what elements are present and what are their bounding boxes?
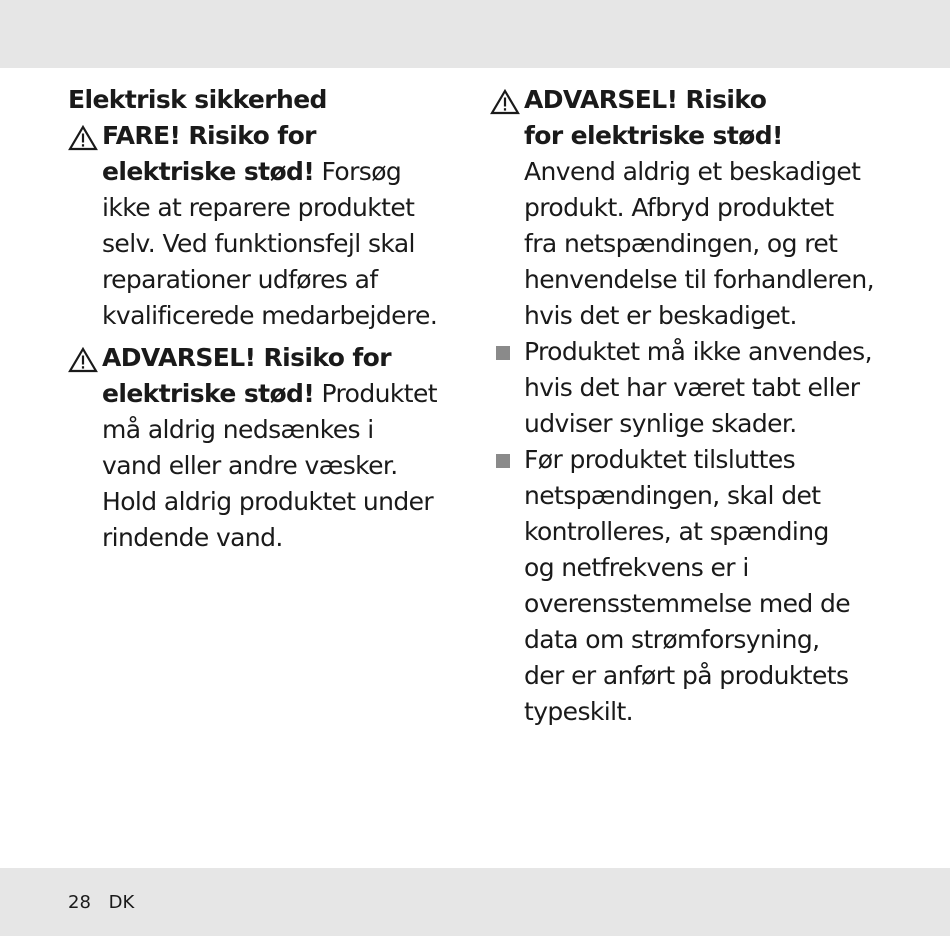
text-line: overensstemmelse med de	[524, 589, 851, 618]
text-line: ikke at reparere produktet	[102, 193, 415, 222]
text-line: Før produktet tilsluttes	[524, 445, 796, 474]
text-line: må aldrig nedsænkes i	[102, 415, 374, 444]
text-line: hvis det er beskadiget.	[524, 301, 797, 330]
text-line: kvalificerede medarbejdere.	[102, 301, 438, 330]
text-line: der er anført på produktets	[524, 661, 849, 690]
text-line: kontrolleres, at spænding	[524, 517, 829, 546]
section-heading: Elektrisk sikkerhed	[68, 85, 327, 114]
text-line: ADVARSEL! Risiko for	[102, 343, 391, 372]
square-bullet-icon	[496, 454, 510, 468]
language-code: DK	[108, 892, 135, 913]
text-line: og netfrekvens er i	[524, 553, 749, 582]
text-line: for elektriske stød!	[524, 121, 783, 150]
warning-block-danger	[68, 118, 458, 334]
text-line: rindende vand.	[102, 523, 283, 552]
text-line: vand eller andre væsker.	[102, 451, 398, 480]
text-line: Hold aldrig produktet under	[102, 487, 434, 516]
bullet-item	[490, 334, 870, 442]
text-line: ADVARSEL! Risiko	[524, 85, 767, 114]
text-line: FARE! Risiko for	[102, 121, 316, 150]
text-line: typeskilt.	[524, 697, 633, 726]
text-line: hvis det har været tabt eller	[524, 373, 860, 402]
text-line: selv. Ved funktionsfejl skal	[102, 229, 415, 258]
text-line: reparationer udføres af	[102, 265, 378, 294]
bullet-item	[490, 442, 870, 730]
text-line: elektriske stød! Forsøg	[102, 157, 402, 186]
text-line: elektriske stød! Produktet	[102, 379, 437, 408]
page-footer	[68, 892, 134, 914]
top-band	[0, 0, 950, 68]
bottom-band	[0, 868, 950, 936]
warning-block-advarsel-right	[490, 82, 874, 334]
text-line: data om strømforsyning,	[524, 625, 820, 654]
text-line: henvendelse til forhandleren,	[524, 265, 874, 294]
text-line: udviser synlige skader.	[524, 409, 797, 438]
text-line: produkt. Afbryd produktet	[524, 193, 834, 222]
left-column	[68, 82, 458, 556]
right-column	[490, 82, 874, 730]
text-line: Anvend aldrig et beskadiget	[524, 157, 861, 186]
text-line: netspændingen, skal det	[524, 481, 821, 510]
warning-triangle-icon	[490, 89, 520, 115]
warning-triangle-icon	[68, 125, 98, 151]
square-bullet-icon	[496, 346, 510, 360]
warning-triangle-icon	[68, 347, 98, 373]
text-line: fra netspændingen, og ret	[524, 229, 838, 258]
warning-block-advarsel	[68, 340, 458, 556]
page-number: 28	[68, 892, 91, 913]
text-line: Produktet må ikke anvendes,	[524, 337, 872, 366]
